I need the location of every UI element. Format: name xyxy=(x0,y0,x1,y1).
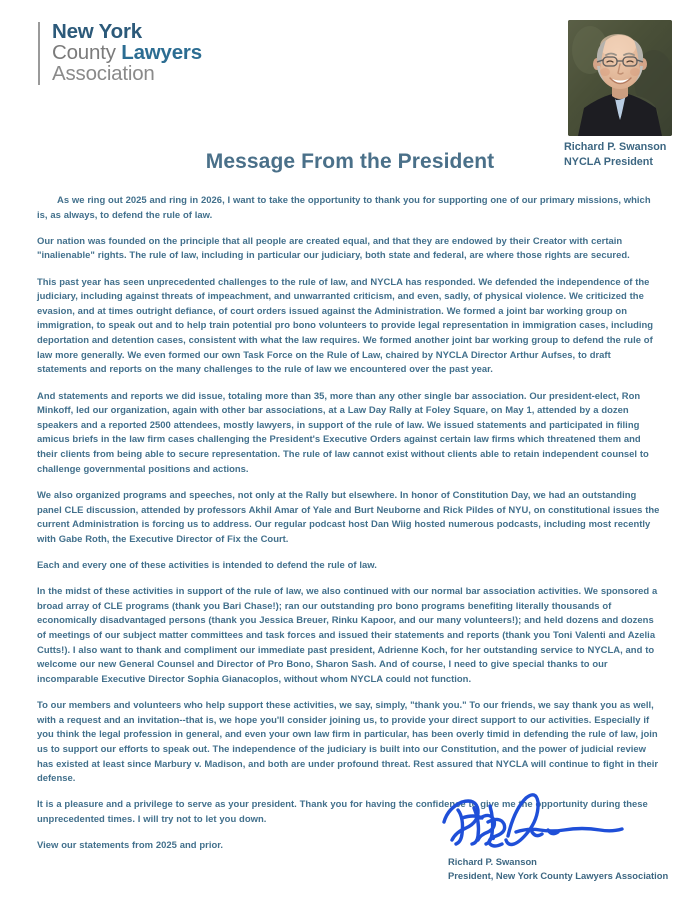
paragraph-1: As we ring out 2025 and ring in 2026, I want to take the opportunity to thank you for supporting one of our primary missions, which is, as always, to defend the rule of law. xyxy=(37,195,651,221)
logo-line-county-lawyers xyxy=(52,40,202,64)
paragraph-5: We also organized programs and speeches, not only at the Rally but elsewhere. In honor of Constitution Day, we had an outstanding panel CLE discussion, attended by professors Akhil Amar of Yale and Burt Neuborne and Rick Pildes of NYU, on constitutional issues the current Administration is forcing us to address. Our regular podcast host Dan Wiig hosted numerous podcasts, including most recently with Gabe Roth, the Executive Director of Fix the Court. xyxy=(37,489,660,545)
handwritten-signature-icon xyxy=(432,788,632,854)
logo-word-county: County xyxy=(52,40,122,64)
president-portrait xyxy=(568,20,672,136)
paragraph-3: This past year has seen unprecedented challenges to the rule of law, and NYCLA has responded. We defended the independence of the judiciary, including against threats of impeachment, and unwarranted criticism, and even, sadly, of physical violence. We criticized the evasion, and at times outright defiance, of court orders issued against the Administration. We formed a joint bar working group on immigration, to speak out and to help train potential pro bono volunteers to provide legal representation in immigration cases, including deportation and detention cases, consistent with what the law requires. We formed another joint bar working group to defend the rule of law more generally. We even formed our own Task Force on the Rule of Law, chaired by NYCLA Director Arthur Aufses, to draft statements and reports on the many challenges to the rule of law we encountered over the past year. xyxy=(37,276,654,376)
paragraph-8: To our members and volunteers who help support these activities, we say, simply, "thank you." To our friends, we say thank you as well, with a request and an invitation--that is, we hope you'll consider joining us, to provide your direct support to our activities. Especially if you think the legal profession in general, and even your own law firm in particular, has been overly timid in defending the rule of law, join us to support our efforts to speak out. The independence of the judiciary is built into our Constitution, and the power of judicial review has existed at least since Marbury v. Madison, and both are under profound threat. Rest assured that NYCLA will continue to fight in their defense. xyxy=(37,700,659,785)
portrait-illustration xyxy=(568,20,672,136)
portrait-caption-name: Richard P. Swanson xyxy=(564,141,667,153)
logo-wordmark xyxy=(52,22,202,85)
statements-link[interactable]: View our statements from 2025 and prior. xyxy=(37,840,224,852)
portrait-photo xyxy=(568,20,672,136)
paragraph-6: Each and every one of these activities is intended to defend the rule of law. xyxy=(37,559,377,571)
signature-image xyxy=(432,788,632,854)
letter-body xyxy=(37,194,663,865)
paragraph-9: It is a pleasure and a privilege to serve as your president. Thank you for having the confidence to give me the opportunity during these unprecedented times. I will try not to let you down. xyxy=(37,799,648,826)
signoff-title: President, New York County Lawyers Association xyxy=(448,870,669,882)
paragraph-2: Our nation was founded on the principle that all people are created equal, and that they are endowed by their Creator with certain "inalienable" rights. The rule of law, including in particular our judiciary, both state and federal, are where those rights are secured. xyxy=(37,235,630,262)
paragraph-4: And statements and reports we did issue, totaling more than 35, more than any other single bar association. Our president-elect, Ron Minkoff, led our organization, again with other bar associations, at a Law Day Rally at Foley Square, on May 1, attended by a dozen speakers and a reported 2500 attendees, mostly lawyers, in support of the rule of law. We issued statements and participated in filing amicus briefs in the law firm cases challenging the President's Executive Orders against certain law firms which threatened them and their clients from being able to secure representation. The rule of law cannot exist without clients able to retain independent counsel to challenge governmental positions and actions. xyxy=(37,390,649,475)
signoff-block xyxy=(448,855,668,883)
logo-line-association: Association xyxy=(52,61,155,85)
logo-line-new-york: New York xyxy=(52,20,142,43)
logo-word-lawyers: Lawyers xyxy=(121,40,202,64)
logo-divider-rule xyxy=(38,22,40,85)
portrait-caption-role: NYCLA President xyxy=(564,156,653,169)
paragraph-7: In the midst of these activities in support of the rule of law, we also continued with our normal bar association activities. We sponsored a broad array of CLE programs (thank you Bari Chase!); ran our outstanding pro bono programs benefiting literally thousands of economically disadvantaged persons (thank you Jessica Breuer, Rinku Kapoor, and our many volunteers!); and held dozens and dozens of meetings of our subject matter committees and task forces and issued their statements and reports (thank you Toni Valenti and Azelia Cutts!). I also want to thank and compliment our immediate past president, Adrienne Koch, for her outstanding service to NYCLA, and to welcome our new General Counsel and Director of Pro Bono, Sharon Sash. And of course, I need to give special thanks to our incomparable Executive Director Sophia Gianacoplos, without whom NYCLA could not function. xyxy=(37,586,658,685)
page-title: Message From the President xyxy=(205,150,495,173)
nycla-logo[interactable] xyxy=(38,22,202,85)
signoff-name: Richard P. Swanson xyxy=(448,856,537,867)
